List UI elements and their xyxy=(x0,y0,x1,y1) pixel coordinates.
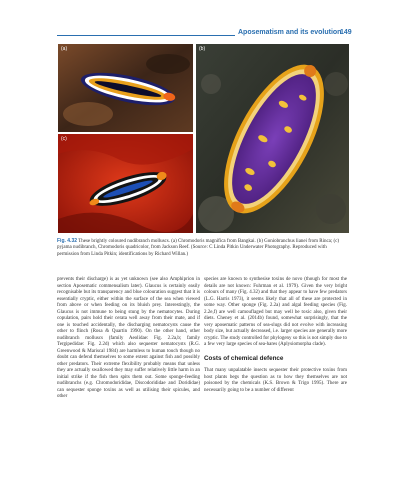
nudibranch-photo-a xyxy=(58,44,193,132)
figure-caption-label: Fig. 4.32 xyxy=(57,238,78,244)
body-column-left xyxy=(57,277,200,401)
page-number: 149 xyxy=(340,29,352,36)
figure-caption xyxy=(57,238,347,258)
figure-panel-b xyxy=(196,44,349,233)
body-paragraph-right-1: species are known to synthesise toxins de novo (though for most the details are not known: Fuhrman et al. 1979). Given the very bright colours of many (Fig. 4.32) and that they appear to have few predators (L.G. Harris 1973), it seems likely that all of these are protected in some way. Other sponge (Fig. 2.2a) and algal feeding species (Fig. 2.2e,f) are well camouflaged but may well be toxic also, given their diets. Cheney et al. (2014b) found, somewhat surprisingly, that the very aposematic patterns of sea-slugs did not evolve with increasing body size, but actually decreased, i.e. larger species are generally more cryptic. The study controlled for phylogeny so this is not simply due to a few very large species of sea-hares (Aplysiomorpha clade). xyxy=(204,277,347,347)
body-column-right xyxy=(204,277,347,394)
section-heading: Costs of chemical defence xyxy=(204,354,284,362)
panel-label-b: (b) xyxy=(199,46,206,52)
figure-caption-text: These brightly coloured nudibranch molluscs. (a) Chromodoris magnifica from Bangkai. (b) Goniobranchus lianei from Rinca; (c) pyjama nudibranch, Chromodoris quadricolor, from Jackson Reef. (Source: C Linda Pitkin Underwater Photography. Reproduced with permission from Linda Pitkin; identifications by Richard Willan.) xyxy=(57,239,340,257)
nudibranch-photo-c xyxy=(58,134,193,233)
running-header-title: Aposematism and its evolution xyxy=(238,29,342,36)
panel-label-a: (a) xyxy=(61,46,68,52)
body-paragraph-right-2: That many unpalatable insects sequester their protective toxins from host plants begs the question as to how they themselves are not poisoned by the chemicals (K.S. Brown & Trigo 1995). There are necessarily going to be a number of different xyxy=(204,368,347,393)
figure-panel-c xyxy=(58,134,193,233)
body-paragraph-left: prevents their discharge) is as yet unknown (see also Amphiprion in section Aposematic commensalism later). Glaucus is certainly easily recognisable but its transparency and blue colouration suggest that it is essentially cryptic, either within the surface of the sea when viewed from above or when feeding on its bluish prey. Interestingly, the Glaucus is not immune to being stung by the nematocytes. During copulation, pairs hold their cerata well away from their mate, and if one is touched accidentally, the discharging nematocysts cause the other to flinch (Rosa & Quartin 1990). On the other hand, other nudibranch molluscs (family Aeolidae: Fig. 2.2a,b; family Tergipedidae: Fig. 2.2d) which also sequester nematocysts (R.G. Greenwood & Mariscal 1984) are harmless to human touch though no doubt can defend themselves to some extent against fish and possibly other predators. Their extreme flexibility probably means that unless they are actually swallowed they may suffer relatively little harm in an initial strike if the fish then spits them out. Some sponge-feeding nudibranchs (e.g. Chromodorididae, Discodorididae and Dorididae) can sequester sponge toxins as well as utilising their spicules, and other xyxy=(57,277,200,399)
figure-panel-a xyxy=(58,44,193,132)
header-rule xyxy=(57,35,235,36)
panel-label-c: (c) xyxy=(61,136,67,142)
nudibranch-photo-b xyxy=(196,44,349,233)
